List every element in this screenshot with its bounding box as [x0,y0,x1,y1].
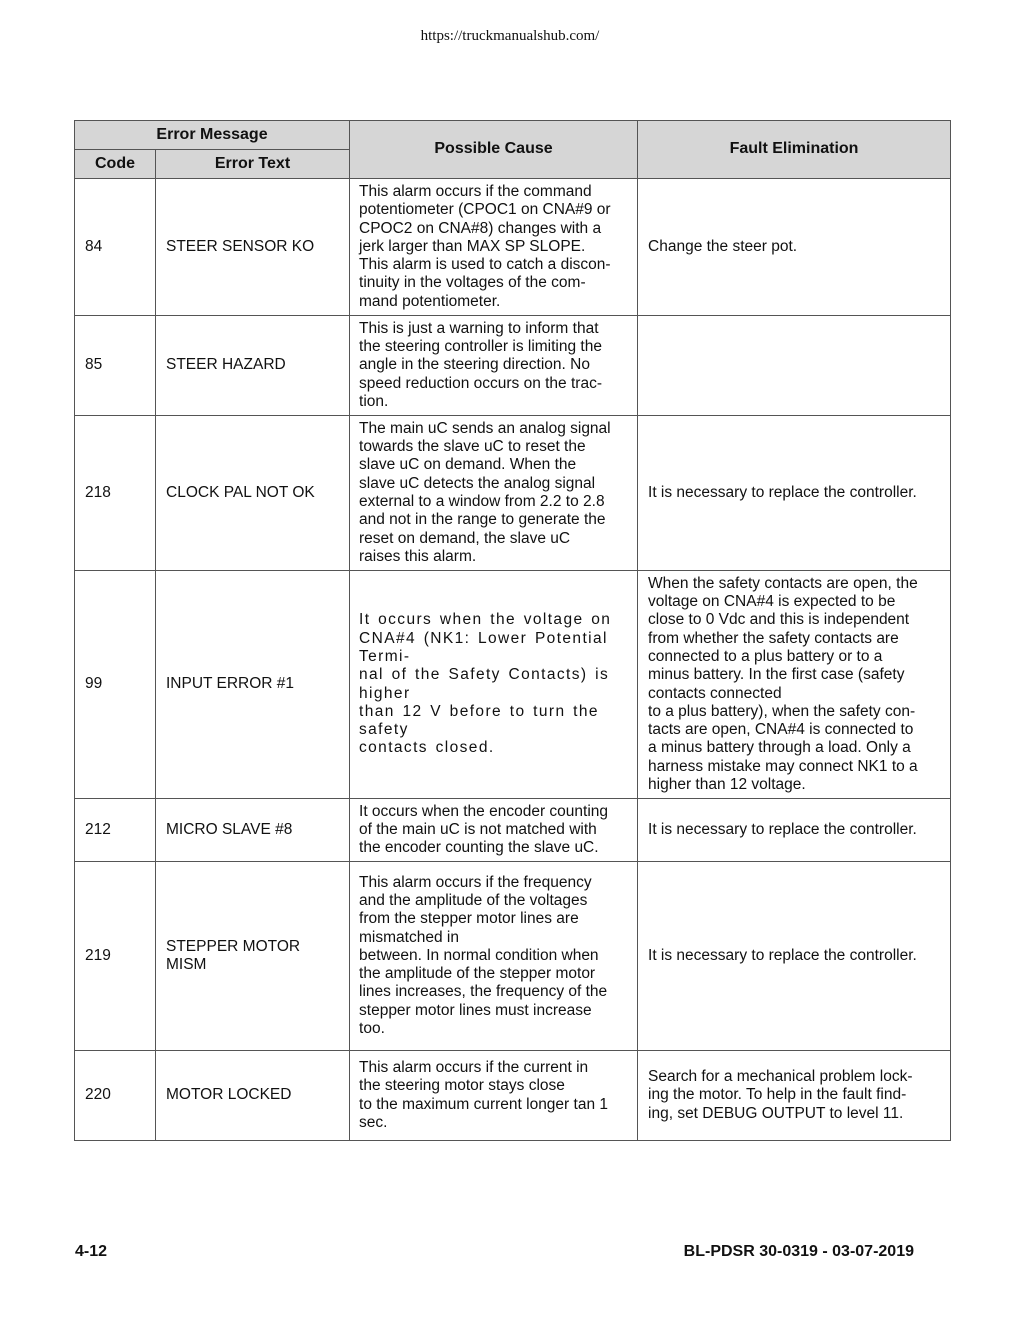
error-code: 220 [75,1051,156,1141]
possible-cause: The main uC sends an analog signal towards the slave uC to reset the slave uC on demand. When the slave uC detects the analog signal external to a window from 2.2 to 2.8 and not in the range to generate the reset on demand, the slave uC raises this alarm. [350,416,638,571]
table-row [75,179,951,316]
fault-elimination: Change the steer pot. [638,179,951,316]
document-id: BL-PDSR 30-0319 - 03-07-2019 [683,1243,914,1260]
header-error-text: Error Text [156,150,350,179]
possible-cause: This is just a warning to inform that the steering controller is limiting the angle in the steering direction. No speed reduction occurs on the trac- tion. [350,316,638,416]
error-text: MICRO SLAVE #8 [156,799,350,862]
page-number: 4-12 [75,1243,108,1260]
header-error-message: Error Message [75,121,350,150]
error-code: 212 [75,799,156,862]
error-text: MOTOR LOCKED [156,1051,350,1141]
error-text: STEER SENSOR KO [156,179,350,316]
header-possible-cause: Possible Cause [350,121,638,179]
table-row [75,862,951,1051]
error-code: 219 [75,862,156,1051]
source-url[interactable]: https://truckmanualshub.com/ [420,28,600,44]
fault-elimination [638,316,951,416]
fault-elimination: When the safety contacts are open, the voltage on CNA#4 is expected to be close to 0 Vdc and this is independent from whether the safety contacts are connected to a plus battery or to a minus battery. In the first case (safety contacts connected to a plus battery), when the safety con- tacts are open, CNA#4 is connected to a minus battery through a load. Only a harness mistake may connect NK1 to a higher than 12 voltage. [638,571,951,799]
error-code-table [74,120,951,1141]
possible-cause: This alarm occurs if the command potentiometer (CPOC1 on CNA#9 or CPOC2 on CNA#8) changes with a jerk larger than MAX SP SLOPE. This alarm is used to catch a discon- tinuity in the voltages of the com- mand potentiometer. [350,179,638,316]
possible-cause: It occurs when the encoder counting of the main uC is not matched with the encoder counting the slave uC. [350,799,638,862]
error-code: 218 [75,416,156,571]
table-row [75,1051,951,1141]
possible-cause: This alarm occurs if the frequency and the amplitude of the voltages from the stepper motor lines are mismatched in between. In normal condition when the amplitude of the stepper motor lines increases, the frequency of the stepper motor lines must increase too. [350,862,638,1051]
table-row [75,571,951,799]
error-code: 85 [75,316,156,416]
table-row [75,316,951,416]
fault-elimination: It is necessary to replace the controller. [638,862,951,1051]
fault-elimination: It is necessary to replace the controller. [638,416,951,571]
table-row [75,799,951,862]
error-text: STEPPER MOTOR MISM [156,862,350,1051]
error-text: INPUT ERROR #1 [156,571,350,799]
error-text: STEER HAZARD [156,316,350,416]
error-code: 84 [75,179,156,316]
fault-elimination: Search for a mechanical problem lock- ing the motor. To help in the fault find- ing, set DEBUG OUTPUT to level 11. [638,1051,951,1141]
possible-cause: This alarm occurs if the current in the steering motor stays close to the maximum current longer tan 1 sec. [350,1051,638,1141]
header-code: Code [75,150,156,179]
fault-elimination: It is necessary to replace the controller. [638,799,951,862]
error-text: CLOCK PAL NOT OK [156,416,350,571]
possible-cause-text: It occurs when the voltage on CNA#4 (NK1: Lower Potential Termi- nal of the Safety Contacts) is higher than 12 V before to turn the safety contacts closed. [359,611,612,757]
header-fault-elimination: Fault Elimination [638,121,951,179]
error-code: 99 [75,571,156,799]
possible-cause [350,571,638,799]
table-row [75,416,951,571]
